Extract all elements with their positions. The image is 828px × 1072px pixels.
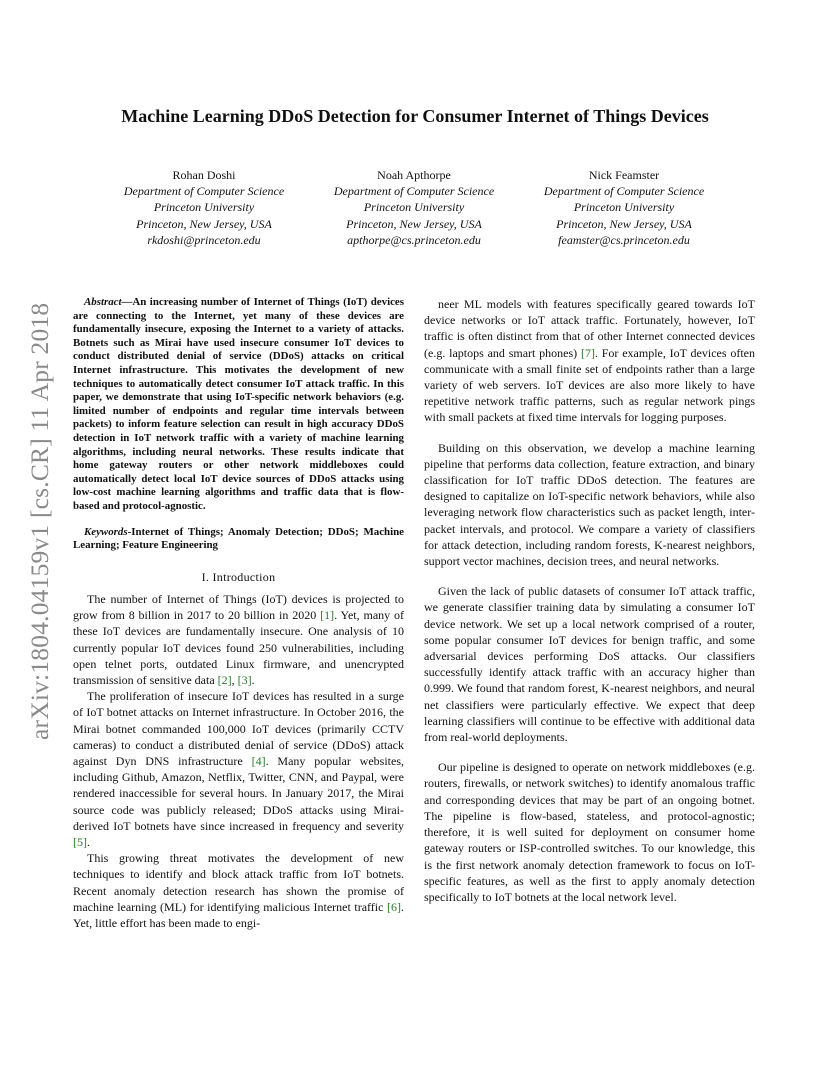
citation-link[interactable]: [7] [580, 345, 595, 360]
author-university: Princeton University [363, 200, 465, 215]
arxiv-identifier: arXiv:1804.04159v1 [cs.CR] 11 Apr 2018 [25, 302, 54, 740]
citation-link[interactable]: [2] [217, 672, 232, 687]
author-1 [104, 167, 304, 248]
paragraph-text: Building on this observation, we develop a machine learning pipeline that performs data collection, feature extraction, and binary classification for IoT traffic DDoS detection. The features are designed to capitalize on IoT-specific network behaviors, while also leveraging network flow characteristics such as packet length, inter-packet intervals, and protocol. We compare a variety of classifiers for attack detection, including random forests, K-nearest neighbors, support vector machines, decision trees, and neural networks. [424, 440, 755, 569]
author-name: Nick Feamster [588, 168, 660, 182]
section-heading: I. Introduction [201, 569, 276, 584]
abstract-label: Abstract [84, 296, 122, 308]
paragraph-text: The proliferation of insecure IoT devices has resulted in a surge of IoT botnet attacks on Internet infrastructure. In October 2016, the Mirai botnet commanded 100,000 IoT devices (primarily CCTV cameras) to conduct a distributed denial of service (DDoS) attack against Dyn DNS infrastructure [73, 689, 404, 768]
paragraph-text: This growing threat motivates the development of new techniques to identify and block attack traffic from IoT botnets. Recent anomaly detection research has shown the promise of machine learning (ML) for identifying malicious Internet traffic [73, 851, 404, 914]
right-paragraphs [424, 296, 755, 905]
author-2 [314, 167, 514, 248]
author-location: Princeton, New Jersey, USA [136, 216, 272, 231]
paragraph-text: The number of Internet of Things (IoT) devices is projected to grow from 8 billion in 2017 to 20 billion in 2020 [73, 591, 404, 623]
paragraph [73, 850, 404, 931]
citation-link[interactable]: [4] [251, 753, 266, 768]
keywords-text: -Internet of Things; Anomaly Detection; DDoS; Machine Learning; Feature Engineering [73, 525, 404, 552]
paragraph-text: . [87, 834, 90, 849]
author-name: Rohan Doshi [172, 168, 236, 182]
citation-link[interactable]: [3] [237, 672, 252, 687]
abstract [73, 296, 404, 514]
left-paragraphs [73, 591, 404, 931]
paper-title: Machine Learning DDoS Detection for Consumer Internet of Things Devices [121, 106, 709, 126]
paragraph-text: Our pipeline is designed to operate on network middleboxes (e.g. routers, firewalls, or network switches) to identify anomalous traffic and corresponding devices that may be part of an ongoing botnet. The pipeline is flow-based, stateless, and protocol-agnostic; therefore, it is well suited for deployment on consumer home gateway routers or ISP-controlled switches. To our knowledge, this is the first network anomaly detection framework to focus on IoT-specific features, as well as the first to apply anomaly detection specifically to IoT botnets at the local network level. [424, 760, 755, 904]
author-email: rkdoshi@princeton.edu [147, 232, 261, 247]
citation-link[interactable]: [1] [320, 608, 335, 623]
right-column [424, 296, 755, 919]
abstract-text: —An increasing number of Internet of Things (IoT) devices are connecting to the Internet, yet many of these devices are fundamentally insecure, exposing the Internet to a variety of attacks. Botnets such as Mirai have used insecure consumer IoT devices to conduct distributed denial of service (DDoS) attacks on critical Internet infrastructure. This motivates the development of new techniques to automatically detect consumer IoT attack traffic. In this paper, we demonstrate that using IoT-specific network behaviors (e.g. limited number of endpoints and regular time intervals between packets) to inform feature selection can result in high accuracy DDoS detection in IoT network traffic with a variety of machine learning algorithms, including neural networks. These results indicate that home gateway routers or other network middleboxes could automatically detect local IoT device sources of DDoS attacks using low-cost machine learning algorithms and traffic data that is flow-based and protocol-agnostic. [73, 296, 404, 512]
paragraph-text: Given the lack of public datasets of consumer IoT attack traffic, we generate classifier training data by simulating a consumer IoT device network. We set up a local network comprised of a router, some popular consumer IoT devices for benign traffic, and some adversarial devices performing DoS attacks. Our classifiers successfully identify attack traffic with an accuracy higher than 0.999. We found that random forest, K-nearest neighbors, and neural net classifiers were particularly effective. We expect that deep learning classifiers will continue to be effective with additional data from real-world deployments. [424, 584, 755, 745]
paragraph [424, 440, 755, 570]
author-3 [524, 167, 724, 248]
citation-link[interactable]: [5] [73, 834, 87, 849]
author-location: Princeton, New Jersey, USA [346, 216, 482, 231]
citation-link[interactable]: [6] [387, 899, 401, 914]
author-department: Department of Computer Science [333, 184, 495, 199]
paragraph [73, 688, 404, 850]
paragraph-text: neer ML models with features specifically geared towards IoT device networks or IoT attack traffic. Fortunately, however, IoT traffic is often distinct from that of other Internet connected devices (e.g. laptops and smart phones) [424, 297, 755, 360]
paragraph-text: . Many popular websites, including Github, Amazon, Netflix, Twitter, CNN, and Paypal, were rendered inaccessible for several hours. In January 2017, the Mirai source code was publicly released; DDoS attacks using Mirai-derived IoT botnets have since increased in frequency and severity [73, 753, 405, 833]
left-column [73, 296, 404, 931]
paragraph [424, 759, 755, 905]
paragraph-text: . [251, 672, 255, 687]
paragraph-text: . Yet, little effort has been made to engi- [73, 899, 404, 930]
paragraph [424, 583, 755, 745]
paragraph [424, 296, 755, 426]
author-university: Princeton University [153, 200, 255, 215]
author-department: Department of Computer Science [123, 184, 285, 199]
author-name: Noah Apthorpe [377, 168, 451, 182]
author-email: apthorpe@cs.princeton.edu [347, 232, 481, 247]
author-department: Department of Computer Science [543, 184, 705, 199]
keywords [73, 526, 404, 553]
author-university: Princeton University [573, 200, 675, 215]
paragraph-text: . Yet, many of these IoT devices are fundamentally insecure. One analysis of 10 currently popular IoT devices found 250 vulnerabilities, including open telnet ports, outdated Linux firmware, and unencrypted transmission of sensitive data [73, 608, 404, 687]
author-location: Princeton, New Jersey, USA [556, 216, 692, 231]
paragraph [73, 591, 404, 688]
author-email: feamster@cs.princeton.edu [558, 232, 690, 247]
keywords-label: Keywords [84, 525, 128, 538]
paragraph-text: . For example, IoT devices often communicate with a small finite set of endpoints rather than a large variety of web servers. IoT devices are also more likely to have repetitive network traffic patterns, such as regular network pings with small packets at fixed time intervals for logging purposes. [424, 345, 755, 425]
paragraph-text: , [231, 672, 238, 687]
author-block [104, 167, 724, 248]
